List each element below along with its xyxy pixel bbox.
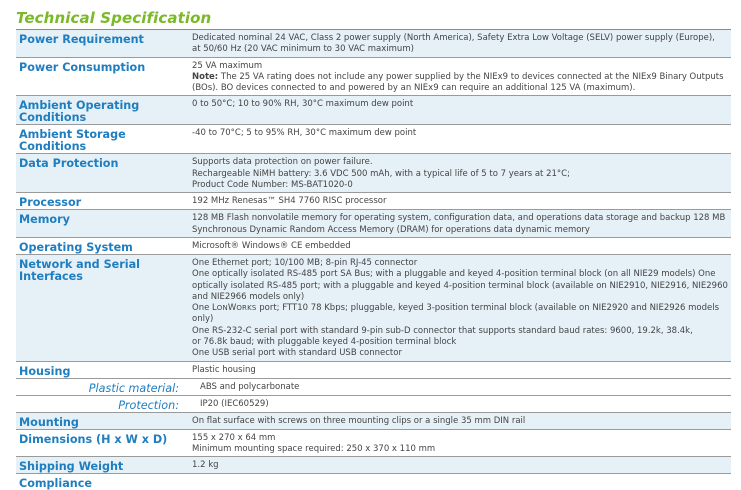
value-line: Rechargeable NiMH battery: 3.6 VDC 500 mAh, with a typical life of 5 to 7 years at 21°C;: [192, 168, 570, 179]
row-data-protection: [16, 154, 731, 193]
row-value: [187, 396, 731, 412]
row-label: Ambient Operating Conditions: [19, 99, 140, 125]
row-value: [190, 474, 731, 490]
row-label: Memory: [19, 213, 70, 227]
row-value: [190, 154, 731, 192]
lon-smallcaps: ON: [216, 304, 228, 313]
row-label: Mounting: [19, 415, 79, 429]
row-shipping-weight: [16, 457, 731, 474]
row-value: [190, 457, 731, 473]
row-value: [190, 430, 731, 457]
row-value: [187, 379, 731, 395]
row-value: [190, 255, 731, 361]
row-power-consumption: [16, 58, 731, 97]
row-value: [190, 362, 731, 378]
value-line: at 50/60 Hz (20 VAC minimum to 30 VAC maximum): [192, 44, 414, 55]
row-label: Shipping Weight: [19, 460, 124, 474]
value-line: One Ethernet port; 10/100 MB; 8-pin RJ-45 connector: [192, 257, 418, 268]
row-network-serial: [16, 255, 731, 362]
row-label: Housing: [19, 364, 71, 378]
row-label: Data Protection: [19, 157, 119, 171]
row-compliance: [16, 474, 731, 490]
row-memory: [16, 210, 731, 238]
lon-prefix: One L: [192, 303, 217, 314]
row-dimensions: [16, 430, 731, 458]
value-line: [192, 72, 731, 83]
value-line: -40 to 70°C; 5 to 95% RH, 30°C maximum dew point: [192, 128, 417, 139]
value-line: One USB serial port with standard USB connector: [192, 348, 402, 359]
row-label: Ambient Storage Conditions: [19, 128, 126, 154]
row-value: [190, 413, 731, 429]
value-line: Synchronous Dynamic Random Access Memory (DRAM) for operations data dynamic memory: [192, 224, 590, 235]
row-operating-system: [16, 238, 731, 255]
note-text: The 25 VA rating does not include any power supplied by the NIEx9 to devices connected at the NIEx9 Binary Outputs: [220, 71, 724, 82]
row-label: Dimensions (H x W x D): [19, 432, 168, 446]
row-ambient-operating: [16, 96, 731, 125]
row-label: Operating System: [19, 240, 133, 254]
value-line: 0 to 50°C; 10 to 90% RH, 30°C maximum dew point: [192, 99, 414, 110]
value-line: ABS and polycarbonate: [200, 381, 300, 392]
row-power-requirement: [16, 30, 731, 58]
lon-w: W: [227, 303, 237, 314]
value-line: Minimum mounting space required: 250 x 370 x 110 mm: [192, 443, 436, 454]
value-line: or 76.8k baud; with pluggable keyed 4-position terminal block: [192, 337, 457, 348]
row-value: [190, 210, 731, 237]
row-label: Plastic material:: [88, 381, 179, 395]
value-line: One RS-232-C serial port with standard 9-pin sub-D connector that supports standard baud rates: 9600, 19.2k, 38.4k,: [192, 325, 693, 336]
row-label: Compliance: [19, 477, 92, 490]
value-line: Supports data protection on power failure.: [192, 157, 373, 168]
value-line: One optically isolated RS-485 port SA Bus; with a pluggable and keyed 4-position terminal block (on all NIE29 models) One: [192, 269, 716, 280]
value-line: 128 MB Flash nonvolatile memory for operating system, configuration data, and operations data storage and backup 128 MB: [192, 213, 726, 224]
value-line: IP20 (IEC60529): [200, 398, 269, 409]
value-line: 1.2 kg: [192, 460, 219, 471]
row-protection: [16, 396, 731, 413]
value-line: [192, 303, 731, 326]
row-value: [190, 30, 731, 57]
value-line: 25 VA maximum: [192, 60, 263, 71]
row-processor: [16, 193, 731, 210]
lon-smallcaps: ORKS: [236, 304, 257, 313]
value-line: optically isolated RS-485 port; with a pluggable and keyed 4-position terminal block (available on NIE2910, NIE2916, NIE2960: [192, 280, 728, 291]
value-line: (BOs). BO devices connected to and powered by an NIEx9 can require an additional 125 VA (maximum).: [192, 83, 636, 94]
row-value: [190, 238, 731, 254]
row-ambient-storage: [16, 125, 731, 154]
row-value: [190, 193, 731, 209]
value-line: Microsoft® Windows® CE embedded: [192, 240, 351, 251]
value-line: Dedicated nominal 24 VAC, Class 2 power supply (North America), Safety Extra Low Voltage (SELV) power supply (Europe),: [192, 33, 715, 43]
note-label: Note:: [192, 71, 219, 82]
row-label: Processor: [19, 196, 82, 210]
row-plastic-material: [16, 379, 731, 396]
spec-table: [16, 30, 731, 490]
value-line: On flat surface with screws on three mounting clips or a single 35 mm DIN rail: [192, 415, 526, 426]
row-label: Protection:: [118, 398, 179, 412]
row-value: [190, 96, 731, 124]
row-label: Network and Serial Interfaces: [19, 257, 140, 283]
row-value: [190, 58, 731, 96]
row-value: [190, 125, 731, 153]
value-line: Product Code Number: MS-BAT1020-0: [192, 180, 353, 191]
row-label: Power Consumption: [19, 60, 146, 74]
row-mounting: [16, 413, 731, 430]
value-line: 192 MHz Renesas™ SH4 7760 RISC processor: [192, 196, 387, 207]
value-line: Plastic housing: [192, 364, 256, 375]
value-line: 155 x 270 x 64 mm: [192, 432, 276, 443]
page-title: Technical Specification: [16, 9, 212, 27]
lon-rest: port; FTT10 78 Kbps; pluggable, keyed 3-position terminal block (available on NIE2920 and NIE2926 models only): [192, 303, 720, 325]
value-line: and NIE2966 models only): [192, 291, 305, 302]
row-label: Power Requirement: [19, 33, 144, 46]
row-housing: [16, 362, 731, 379]
